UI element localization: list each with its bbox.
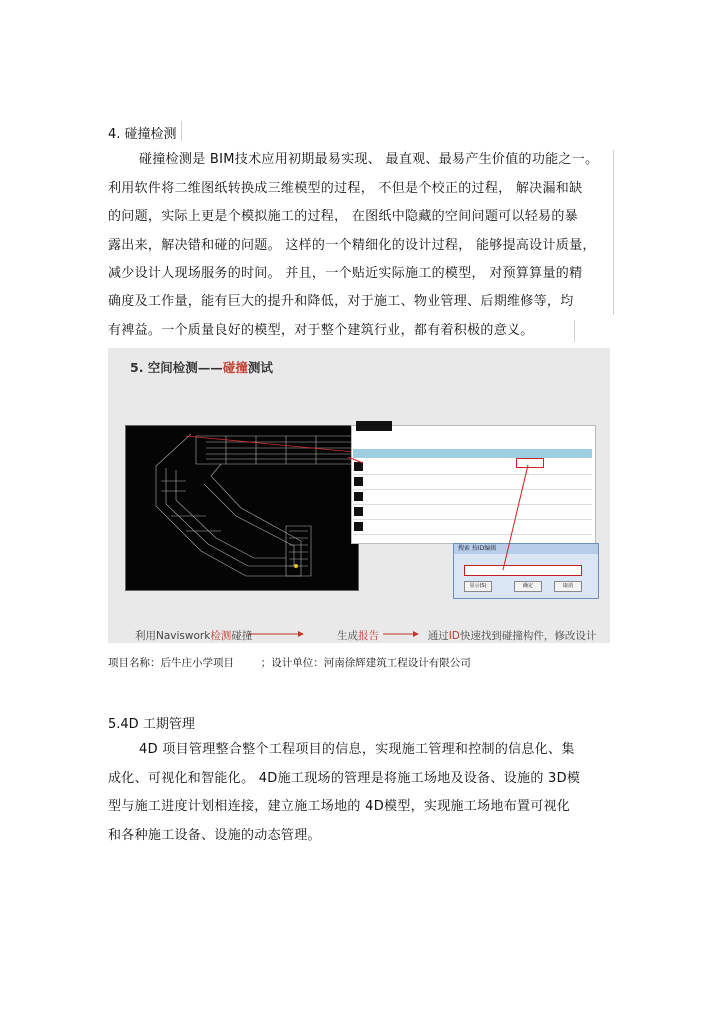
dialog-cancel-button: 取消 bbox=[554, 581, 582, 592]
figure-title-prefix: 5. 空间检测—— bbox=[130, 360, 223, 375]
paragraph-line: 4D 项目管理整合整个工程项目的信息，实现施工管理和控制的信息化、集 bbox=[139, 742, 575, 757]
collision-test-figure bbox=[108, 348, 610, 643]
figure-title-highlight: 碰撞 bbox=[222, 360, 248, 375]
project-caption: 项目名称：后牛庄小学项目 ；设计单位：河南徐辉建筑工程设计有限公司 bbox=[108, 657, 471, 669]
figure-title-suffix: 测试 bbox=[247, 360, 273, 375]
paragraph-line: 有裨益。一个质量良好的模型，对于整个建筑行业，都有着积极的意义。 bbox=[108, 323, 534, 338]
caption-part-highlight: 检测 bbox=[210, 630, 232, 642]
paragraph-line: 碰撞检测是 BIM技术应用初期最易实现、 最直观、最易产生价值的功能之一。 bbox=[139, 152, 599, 167]
section-heading-collision: 4. 碰撞检测 bbox=[108, 127, 177, 142]
paragraph-line: 确度及工作量，能有巨大的提升和降低，对于施工、物业管理、后期维修等，均 bbox=[108, 294, 574, 309]
caption-part-highlight: ID bbox=[448, 630, 460, 642]
caption-part: 利用Naviswork bbox=[135, 630, 211, 642]
caption-part: 通过 bbox=[427, 630, 449, 642]
annotation-arrows bbox=[108, 348, 610, 643]
text-frame-edge bbox=[181, 121, 182, 141]
dialog-title-bar: 搜索 按ID编辑 bbox=[454, 544, 598, 554]
caption-part: 碰撞 bbox=[231, 630, 253, 642]
text-frame-edge bbox=[574, 320, 575, 342]
figure-caption bbox=[135, 628, 596, 643]
paragraph-line: 和各种施工设备、设施的动态管理。 bbox=[108, 828, 321, 843]
paragraph-line: 成化、可视化和智能化。 4D施工现场的管理是将施工场地及设备、设施的 3D模 bbox=[108, 771, 581, 786]
paragraph-line: 利用软件将二维图纸转换成三维模型的过程， 不但是个校正的过程， 解决漏和缺 bbox=[108, 181, 583, 196]
caption-part: 生成 bbox=[337, 630, 358, 642]
caption-part: 快速找到碰撞构件，修改设计 bbox=[459, 630, 597, 642]
text-frame-edge bbox=[613, 150, 614, 315]
paragraph-line: 露出来，解决错和碰的问题。 这样的一个精细化的设计过程， 能够提高设计质量， bbox=[108, 238, 596, 253]
dialog-ok-button: 确定 bbox=[514, 581, 542, 592]
dialog-show-button: 显示(S) bbox=[464, 581, 492, 592]
caption-part-highlight: 报告 bbox=[358, 630, 379, 642]
paragraph-line: 型与施工进度计划相连接，建立施工场地的 4D模型，实现施工场地布置可视化 bbox=[108, 799, 571, 814]
paragraph-line: 减少设计人现场服务的时间。 并且，一个贴近实际施工的模型， 对预算算量的精 bbox=[108, 266, 583, 281]
paragraph-line: 的问题，实际上更是个模拟施工的过程， 在图纸中隐藏的空间问题可以轻易的暴 bbox=[108, 209, 578, 224]
section-heading-4d: 5.4D 工期管理 bbox=[108, 717, 195, 732]
